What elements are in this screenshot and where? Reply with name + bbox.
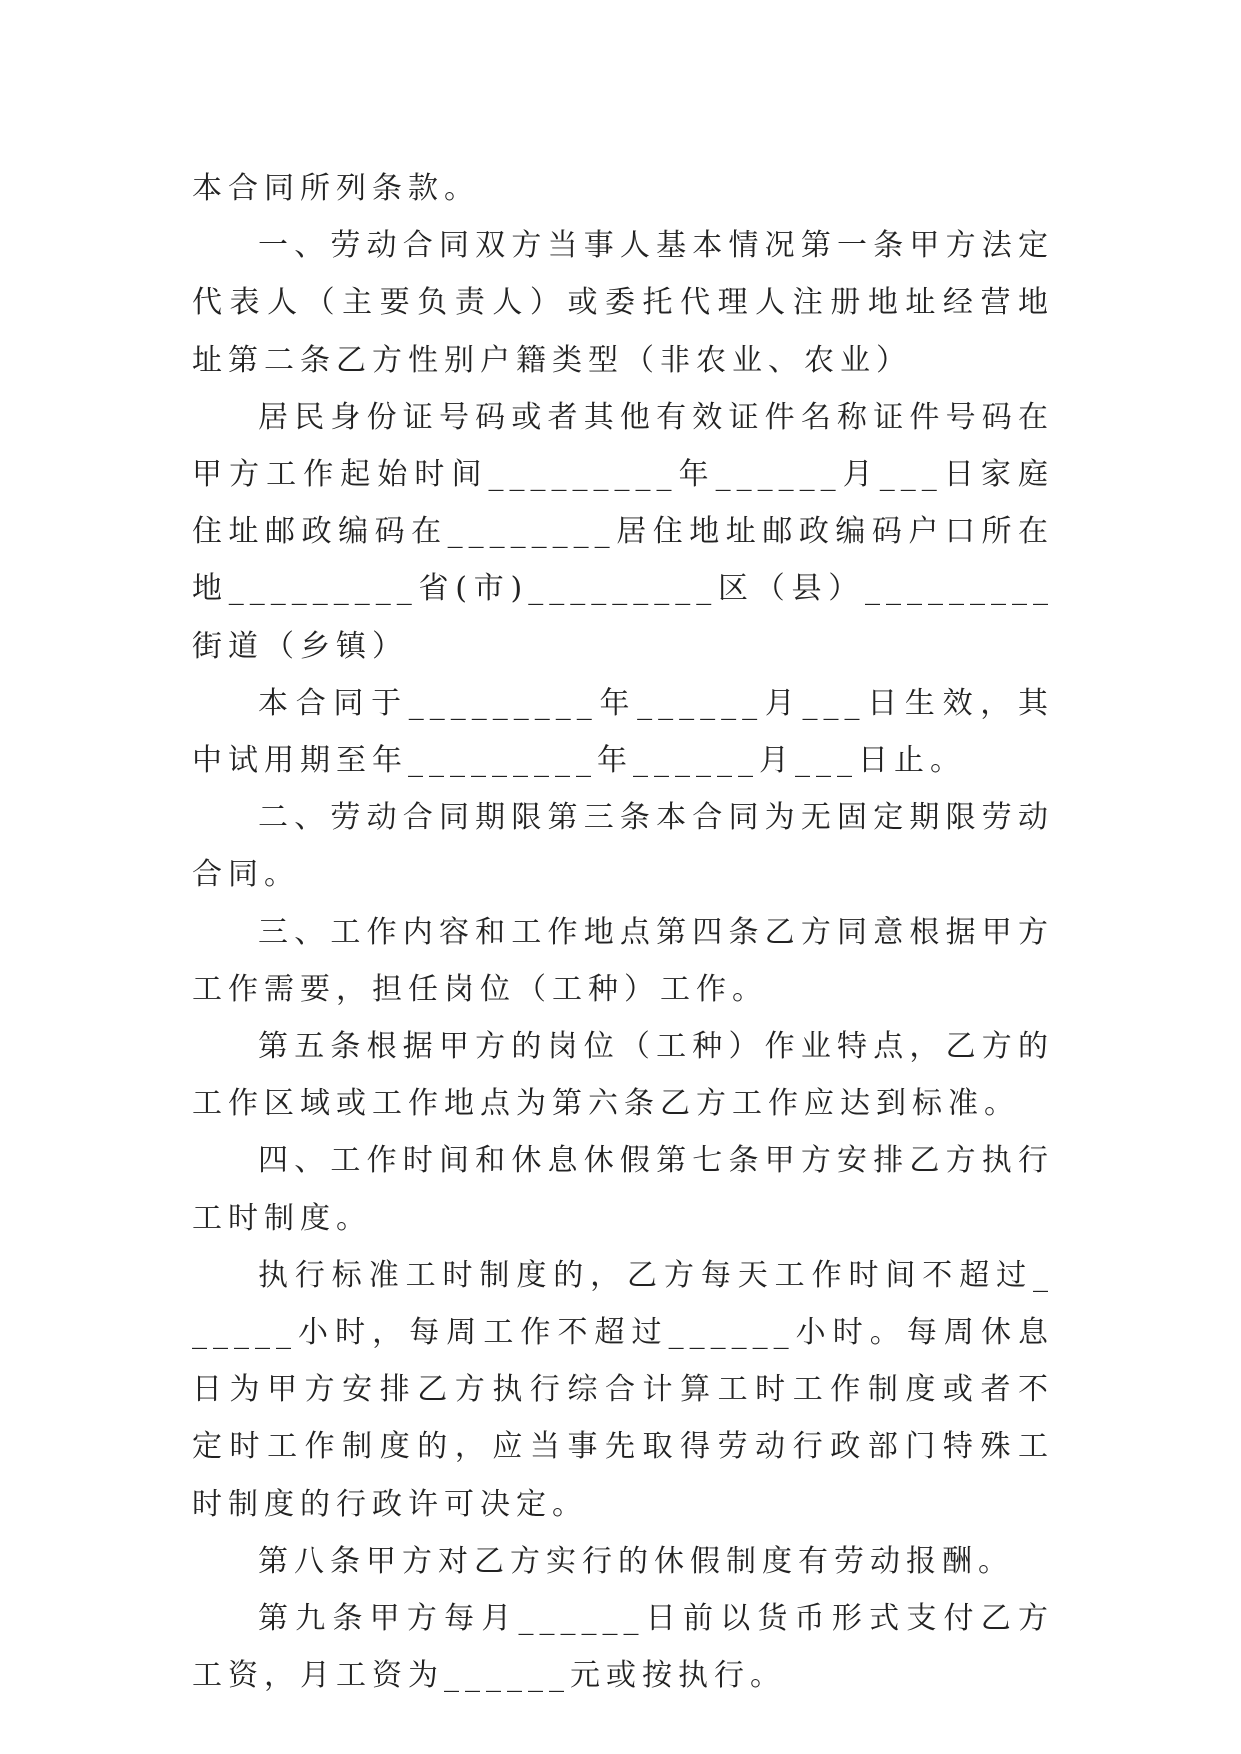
paragraph-effective-date: 本合同于_________年______月___日生效，其中试用期至年_________年______月___日止。 xyxy=(192,685,1054,779)
paragraph-work-location: 第五条根据甲方的岗位（工种）作业特点，乙方的工作区域或工作地点为第六条乙方工作应达到标准。 xyxy=(192,1029,1054,1122)
paragraph-standard-hours: 执行标准工时制度的，乙方每天工作时间不超过______小时，每周工作不超过______小时。每周休息日为甲方安排乙方执行综合计算工时工作制度或者不定时工作制度的，应当事先取得劳动行政部门特殊工时制度的行政许可决定。 xyxy=(192,1257,1054,1522)
paragraph-job-content: 三、工作内容和工作地点第四条乙方同意根据甲方工作需要，担任岗位（工种）工作。 xyxy=(192,914,1054,1007)
paragraph-wages: 第九条甲方每月______日前以货币形式支付乙方工资，月工资为______元或按执行。 xyxy=(192,1601,1054,1694)
paragraph-id-and-address: 居民身份证号码或者其他有效证件名称证件号码在甲方工作起始时间_________年______月___日家庭住址邮政编码在________居住地址邮政编码户口所在地_________省(市)_________区（县）_________街道（乡镇） xyxy=(192,399,1054,664)
paragraph-working-hours: 四、工作时间和休息休假第七条甲方安排乙方执行工时制度。 xyxy=(192,1143,1054,1236)
paragraph-contract-term: 二、劳动合同期限第三条本合同为无固定期限劳动合同。 xyxy=(192,800,1054,893)
paragraph-clause-intro: 本合同所列条款。 xyxy=(192,171,480,206)
paragraph-leave-policy: 第八条甲方对乙方实行的休假制度有劳动报酬。 xyxy=(258,1543,1014,1579)
paragraph-parties-info: 一、劳动合同双方当事人基本情况第一条甲方法定代表人（主要负责人）或委托代理人注册地址经营地址第二条乙方性别户籍类型（非农业、农业） xyxy=(192,228,1054,378)
contract-body xyxy=(192,160,1054,1704)
